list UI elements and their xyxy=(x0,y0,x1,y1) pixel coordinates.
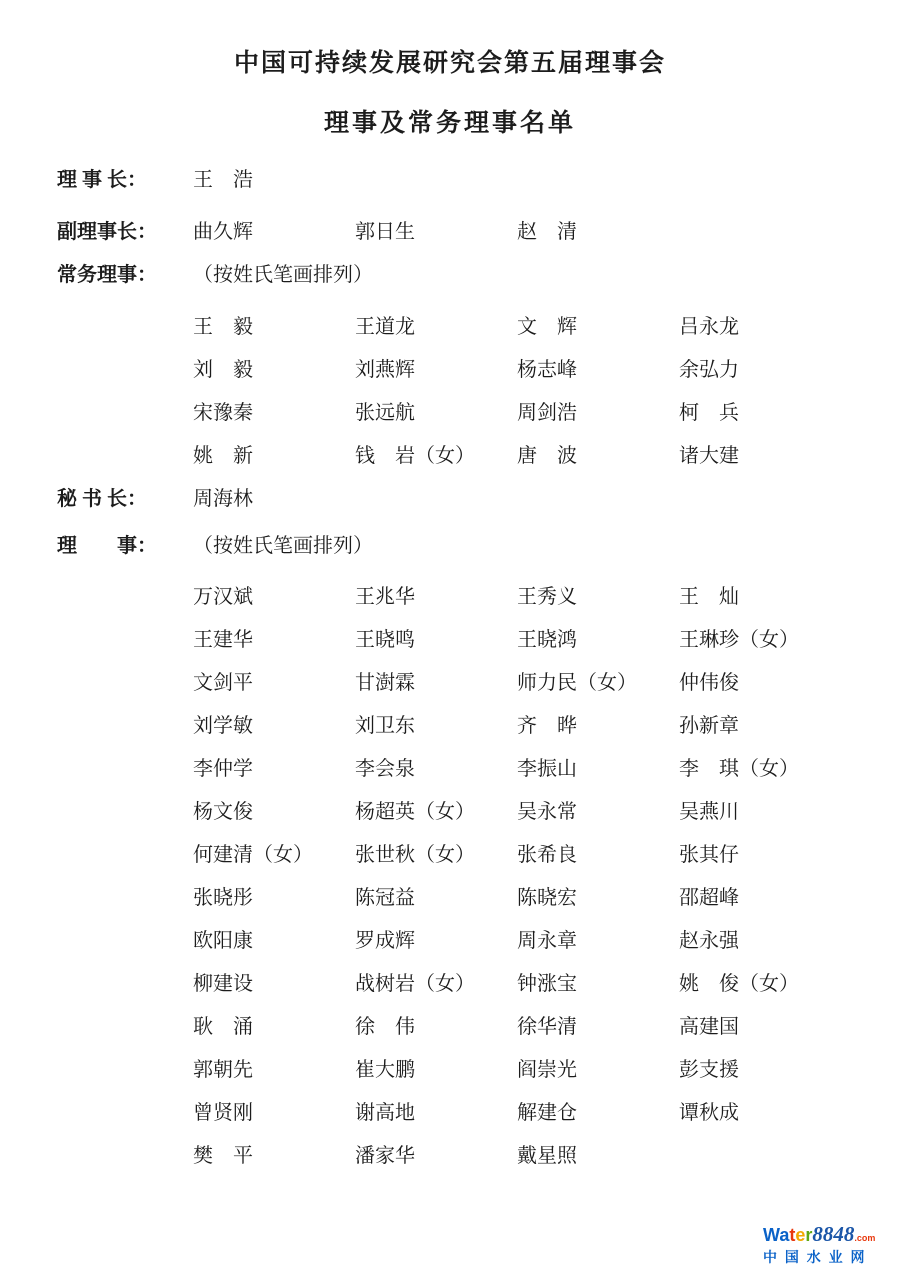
member-name: 曲久辉 xyxy=(193,221,253,243)
member-name: 潘家华 xyxy=(355,1145,415,1167)
member-name: 樊 平 xyxy=(193,1145,253,1167)
member-name: 周海林 xyxy=(193,488,253,510)
member-name: 赵永强 xyxy=(679,930,739,952)
member-name: 余弘力 xyxy=(679,359,739,381)
member-name: 孙新章 xyxy=(679,715,739,737)
member-name: 彭支援 xyxy=(679,1059,739,1081)
member-name: 谢高地 xyxy=(355,1102,415,1124)
logo-tagline: 中 国 水 业 网 xyxy=(763,1249,867,1265)
member-name: 王晓鸣 xyxy=(355,629,415,651)
member-name: 吴燕川 xyxy=(679,801,739,823)
member-name: 柳建设 xyxy=(193,973,253,995)
member-name: 郭朝先 xyxy=(193,1059,253,1081)
member-name: 王兆华 xyxy=(355,586,415,608)
member-name: 杨超英（女） xyxy=(355,801,475,823)
member-name: 姚 新 xyxy=(193,445,253,467)
director-row xyxy=(57,874,900,917)
member-name: 王晓鸿 xyxy=(517,629,577,651)
document-title: 中国可持续发展研究会第五届理事会 xyxy=(233,50,666,77)
member-name: 杨文俊 xyxy=(193,801,253,823)
director-row xyxy=(57,917,900,960)
logo-text-e: e xyxy=(795,1225,806,1245)
director-row xyxy=(57,960,900,1003)
director-row xyxy=(57,702,900,745)
member-name: 郭日生 xyxy=(355,221,415,243)
directors-label: 理 事： xyxy=(57,535,157,557)
member-name: 周永章 xyxy=(517,930,577,952)
member-name: 罗成辉 xyxy=(355,930,415,952)
director-row xyxy=(57,1046,900,1089)
director-row xyxy=(57,616,900,659)
member-name: 姚 俊（女） xyxy=(679,973,799,995)
member-name: 刘 毅 xyxy=(193,359,253,381)
member-name: 诸大建 xyxy=(679,445,739,467)
sort-order-note: （按姓氏笔画排列） xyxy=(193,535,373,557)
member-name: 文剑平 xyxy=(193,672,253,694)
member-name: 李 琪（女） xyxy=(679,758,799,780)
member-name: 文 辉 xyxy=(517,316,577,338)
member-name: 何建清（女） xyxy=(193,844,313,866)
director-row xyxy=(57,659,900,702)
member-name: 吴永常 xyxy=(517,801,577,823)
member-name: 杨志峰 xyxy=(517,359,577,381)
executive-directors-header xyxy=(57,251,900,294)
member-name: 邵超峰 xyxy=(679,887,739,909)
member-name: 王 灿 xyxy=(679,586,739,608)
member-name: 高建国 xyxy=(679,1016,739,1038)
director-row xyxy=(57,1003,900,1046)
member-name: 徐华清 xyxy=(517,1016,577,1038)
directors-header xyxy=(57,522,900,565)
director-row xyxy=(57,1089,900,1132)
member-name: 万汉斌 xyxy=(193,586,253,608)
member-name: 王秀义 xyxy=(517,586,577,608)
logo-text-t: t xyxy=(789,1225,796,1245)
member-name: 赵 清 xyxy=(517,221,577,243)
logo-text-dotcom: .com xyxy=(854,1233,876,1243)
executive-row xyxy=(57,303,900,346)
logo-text-8848: 8848 xyxy=(812,1222,855,1246)
member-name: 王 浩 xyxy=(193,169,253,191)
member-name: 师力民（女） xyxy=(517,672,637,694)
executive-directors-label: 常务理事： xyxy=(57,264,157,286)
executive-row xyxy=(57,432,900,475)
member-name: 张晓彤 xyxy=(193,887,253,909)
chairman-row xyxy=(57,156,900,199)
executive-row xyxy=(57,346,900,389)
director-row xyxy=(57,745,900,788)
member-name: 李振山 xyxy=(517,758,577,780)
council-roster xyxy=(57,156,900,1175)
member-name: 王琳珍（女） xyxy=(679,629,799,651)
chairman-label: 理 事 长： xyxy=(57,169,147,191)
document-subtitle: 理事及常务理事名单 xyxy=(323,110,576,137)
logo-text-wa: Wa xyxy=(763,1225,790,1245)
member-name: 吕永龙 xyxy=(679,316,739,338)
member-name: 张希良 xyxy=(517,844,577,866)
member-name: 周剑浩 xyxy=(517,402,577,424)
executive-row xyxy=(57,389,900,432)
member-name: 仲伟俊 xyxy=(679,672,739,694)
member-name: 宋豫秦 xyxy=(193,402,253,424)
member-name: 戴星照 xyxy=(517,1145,577,1167)
secretary-general-row xyxy=(57,475,900,518)
member-name: 张世秋（女） xyxy=(355,844,475,866)
member-name: 曾贤刚 xyxy=(193,1102,253,1124)
member-name: 张其仔 xyxy=(679,844,739,866)
member-name: 唐 波 xyxy=(517,445,577,467)
member-name: 欧阳康 xyxy=(193,930,253,952)
director-row xyxy=(57,831,900,874)
member-name: 战树岩（女） xyxy=(355,973,475,995)
member-name: 钱 岩（女） xyxy=(355,445,475,467)
member-name: 柯 兵 xyxy=(679,402,739,424)
member-name: 钟涨宝 xyxy=(517,973,577,995)
logo-text-r: r xyxy=(805,1225,813,1245)
member-name: 崔大鹏 xyxy=(355,1059,415,1081)
member-name: 王建华 xyxy=(193,629,253,651)
director-row xyxy=(57,788,900,831)
sort-order-note: （按姓氏笔画排列） xyxy=(193,264,373,286)
member-name: 阎崇光 xyxy=(517,1059,577,1081)
member-name: 谭秋成 xyxy=(679,1102,739,1124)
vice-chairman-label: 副理事长： xyxy=(57,221,157,243)
water8848-logo xyxy=(763,1224,893,1264)
member-name: 张远航 xyxy=(355,402,415,424)
director-row xyxy=(57,1132,900,1175)
member-name: 甘澍霖 xyxy=(355,672,415,694)
member-name: 陈晓宏 xyxy=(517,887,577,909)
member-name: 刘学敏 xyxy=(193,715,253,737)
member-name: 王道龙 xyxy=(355,316,415,338)
secretary-general-label: 秘 书 长： xyxy=(57,488,147,510)
member-name: 徐 伟 xyxy=(355,1016,415,1038)
director-row xyxy=(57,573,900,616)
member-name: 陈冠益 xyxy=(355,887,415,909)
member-name: 齐 晔 xyxy=(517,715,577,737)
member-name: 李会泉 xyxy=(355,758,415,780)
member-name: 耿 涌 xyxy=(193,1016,253,1038)
member-name: 刘卫东 xyxy=(355,715,415,737)
member-name: 李仲学 xyxy=(193,758,253,780)
vice-chairman-row xyxy=(57,208,900,251)
member-name: 王 毅 xyxy=(193,316,253,338)
member-name: 解建仓 xyxy=(517,1102,577,1124)
water8848-wordmark xyxy=(763,1224,893,1245)
member-name: 刘燕辉 xyxy=(355,359,415,381)
